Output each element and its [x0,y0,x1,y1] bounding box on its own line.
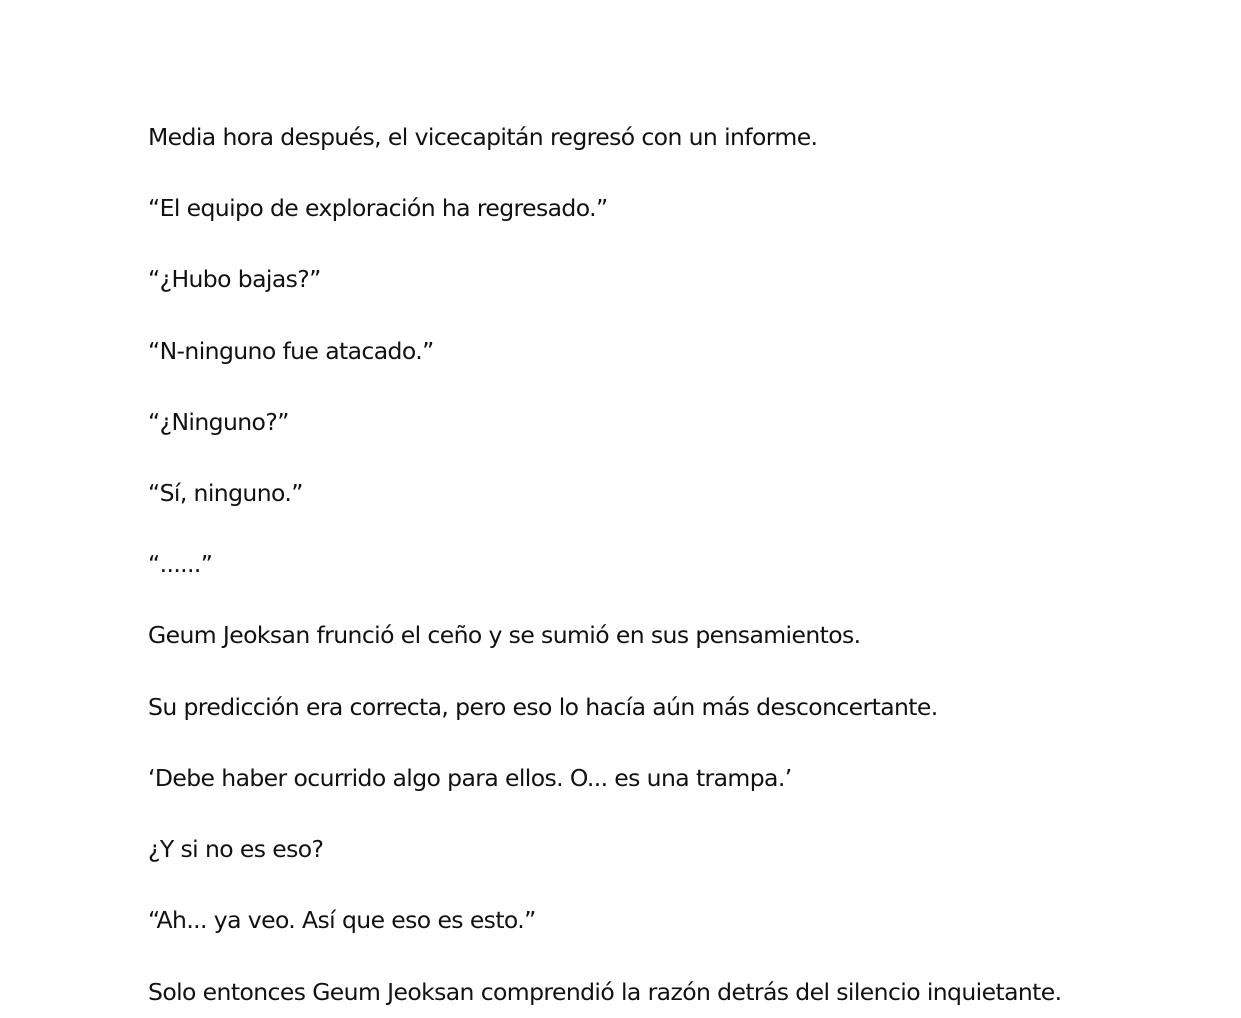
paragraph: “Sí, ninguno.” [148,479,303,507]
paragraph: Su predicción era correcta, pero eso lo hacía aún más desconcertante. [148,693,938,721]
paragraph: “......” [148,550,213,578]
paragraph: “N-ninguno fue atacado.” [148,337,434,365]
paragraph: “El equipo de exploración ha regresado.” [148,194,608,222]
paragraph: Geum Jeoksan frunció el ceño y se sumió en sus pensamientos. [148,621,861,649]
paragraph: “¿Ninguno?” [148,408,289,436]
paragraph: Solo entonces Geum Jeoksan comprendió la razón detrás del silencio inquietante. [148,978,1062,1006]
paragraph: ‘Debe haber ocurrido algo para ellos. O... es una trampa.’ [148,764,792,792]
paragraph: “¿Hubo bajas?” [148,265,321,293]
paragraph: ¿Y si no es eso? [148,835,324,863]
paragraph: “Ah... ya veo. Así que eso es esto.” [148,906,536,934]
paragraph: Media hora después, el vicecapitán regresó con un informe. [148,123,818,151]
